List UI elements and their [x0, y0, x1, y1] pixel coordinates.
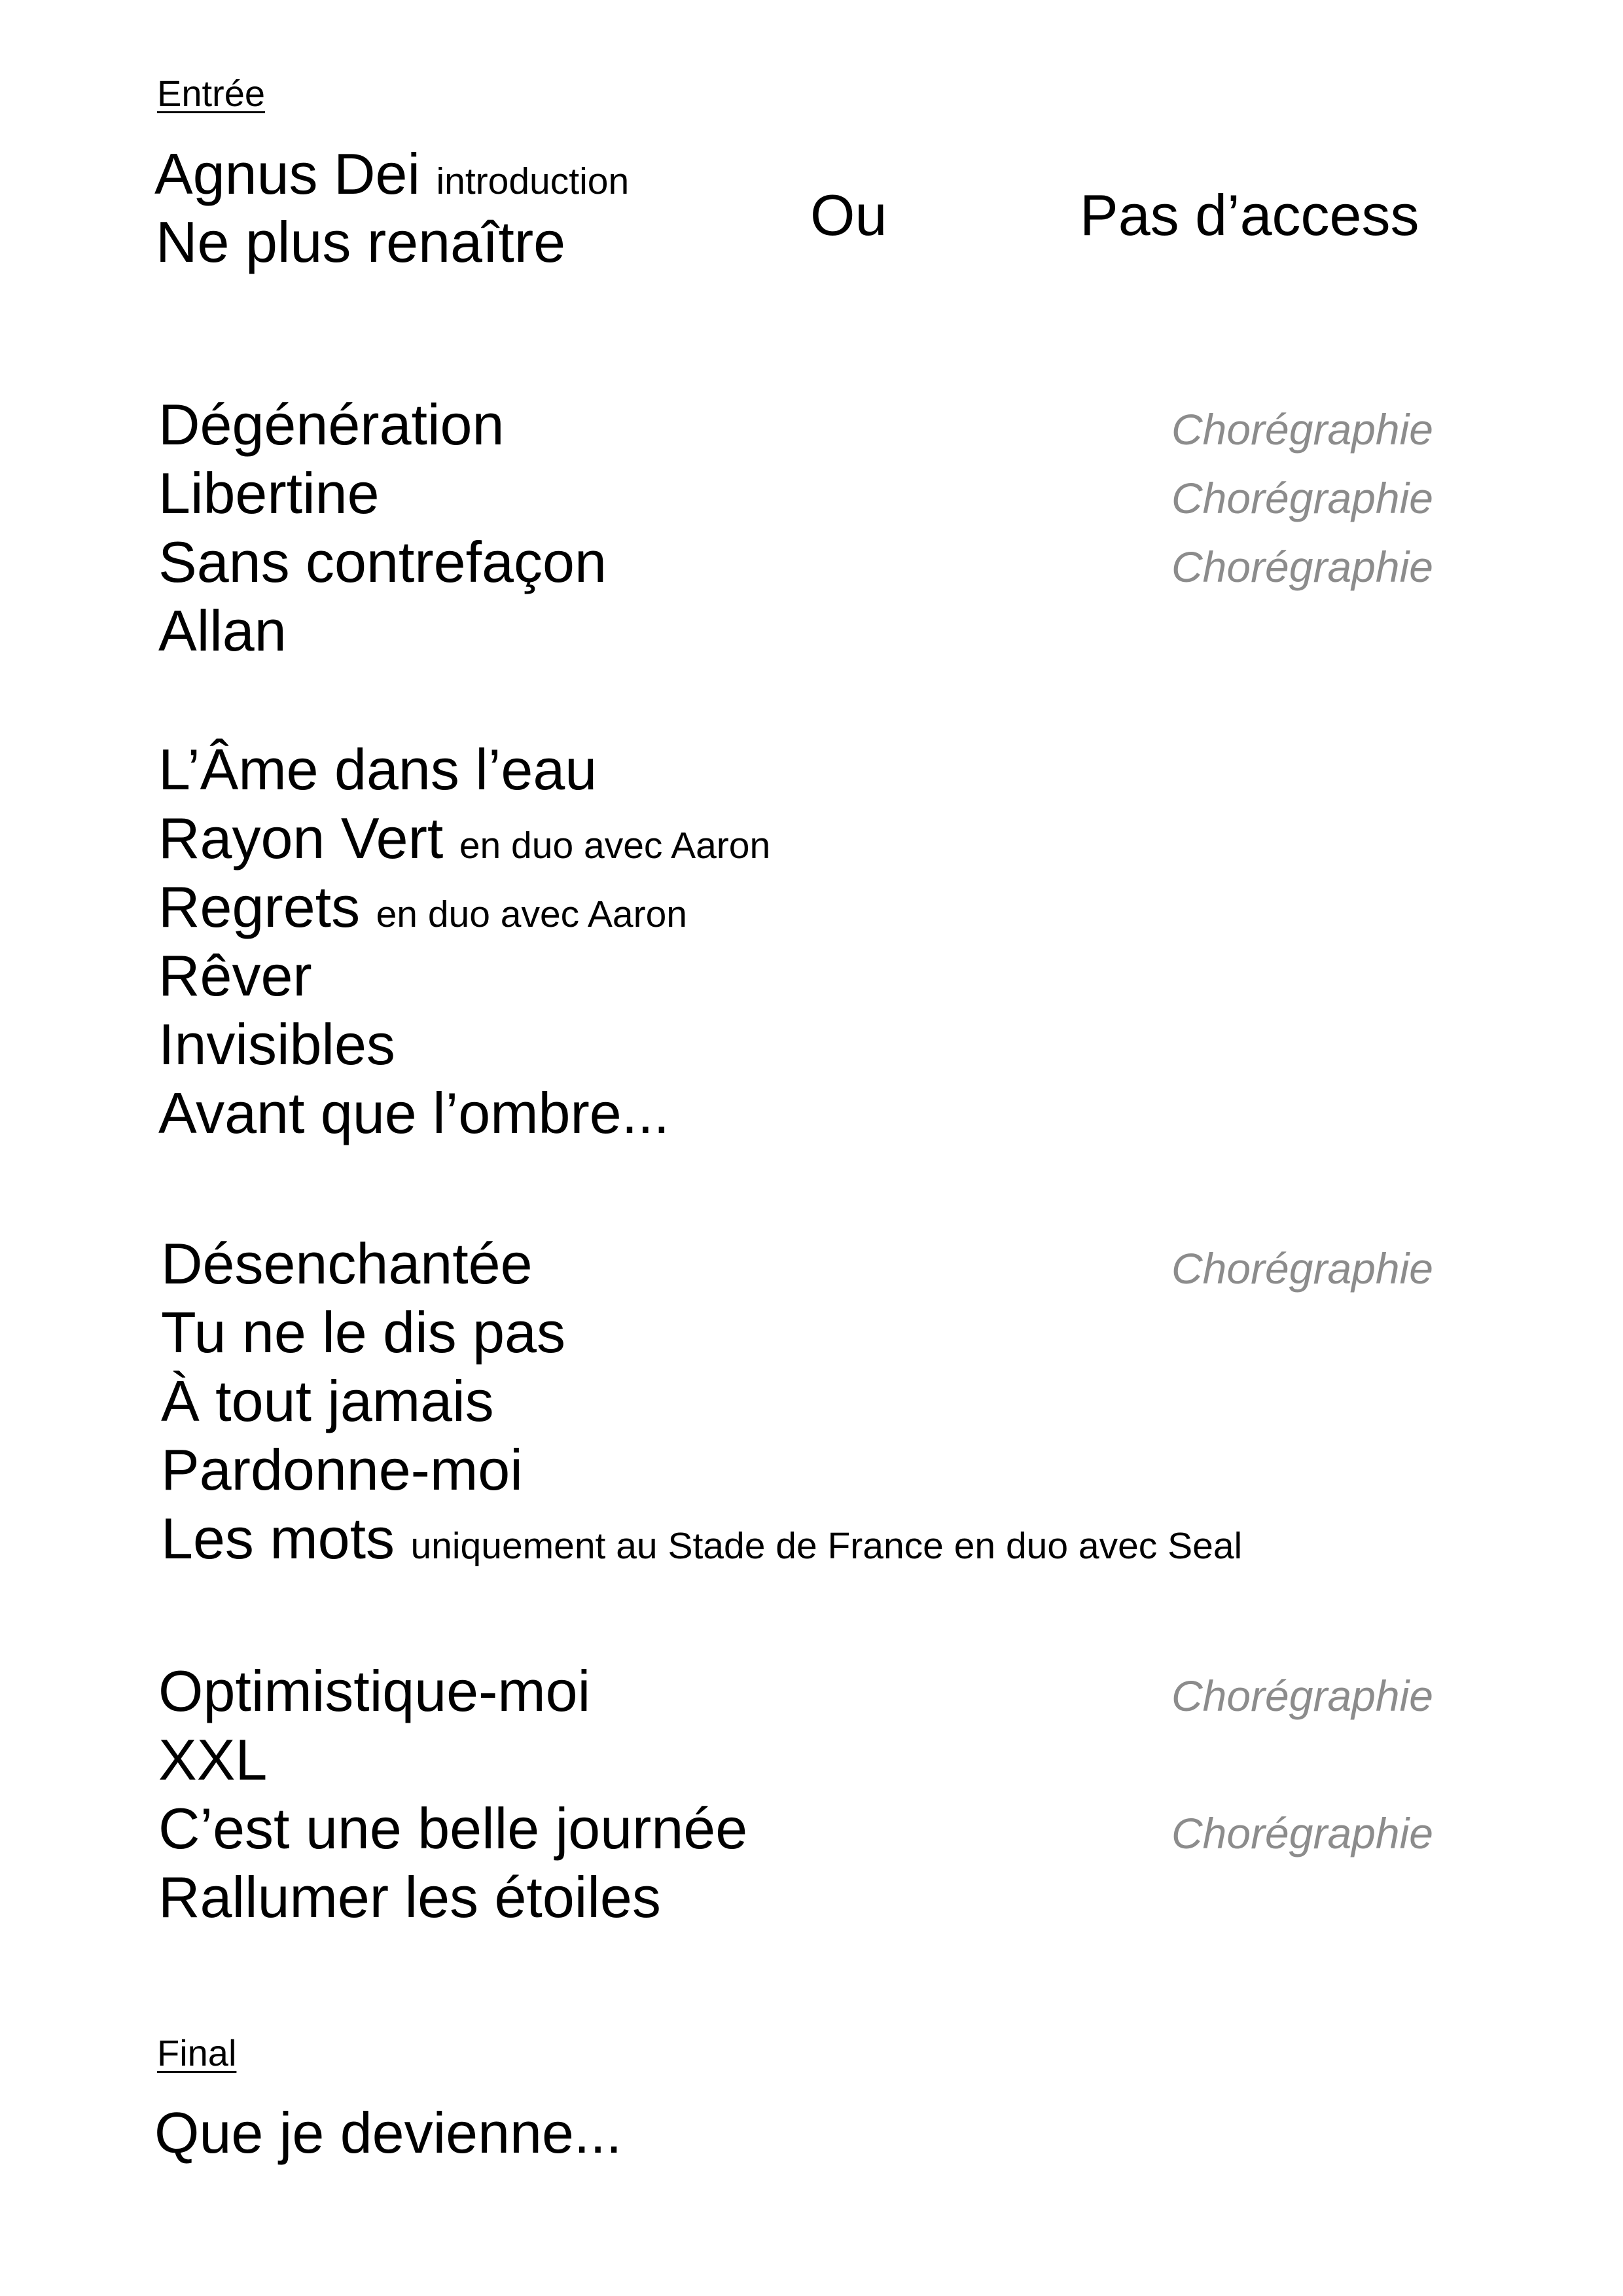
setlist-item [161, 1506, 1243, 1571]
section-label-entree: Entrée [157, 73, 265, 114]
song-title: C’est une belle journée [158, 1796, 748, 1861]
song-title: Sans contrefaçon [158, 529, 607, 594]
song-title: Pardonne-moi [161, 1437, 523, 1502]
song-note: en duo avec Aaron [376, 893, 687, 935]
setlist-item [158, 874, 687, 939]
setlist-item [161, 1300, 565, 1365]
song-title: Agnus Dei [154, 141, 421, 206]
setlist-item [158, 1012, 395, 1077]
choreography-tag: Chorégraphie [1171, 1672, 1433, 1720]
song-title: Invisibles [158, 1012, 395, 1077]
song-title: À tout jamais [161, 1369, 494, 1433]
setlist-item [158, 1727, 268, 1792]
choreography-tag: Chorégraphie [1171, 543, 1433, 591]
song-title: Allan [158, 598, 287, 663]
setlist-item [154, 2100, 622, 2165]
song-title: Les mots [161, 1506, 395, 1571]
setlist-item [158, 1796, 748, 1861]
choreography-tag: Chorégraphie [1171, 405, 1433, 454]
song-note: uniquement au Stade de France en duo avec Seal [410, 1525, 1243, 1567]
song-title: Désenchantée [161, 1231, 533, 1296]
alternative-word: Ou [810, 183, 887, 247]
setlist-item [161, 1437, 523, 1502]
song-title: Avant que l’ombre... [158, 1081, 670, 1145]
setlist-item [154, 141, 630, 206]
setlist-item [158, 737, 597, 802]
song-title: Que je devienne... [154, 2100, 622, 2165]
song-title: Ne plus renaître [156, 209, 566, 274]
setlist-item [158, 392, 505, 457]
setlist-item [158, 1865, 661, 1929]
song-title: Rallumer les étoiles [158, 1865, 661, 1929]
choreography-tag: Chorégraphie [1171, 1809, 1433, 1857]
song-title: Rayon Vert [158, 806, 444, 870]
song-title: Rêver [158, 943, 312, 1008]
song-title: XXL [158, 1727, 268, 1792]
setlist-item [161, 1231, 533, 1296]
song-note: en duo avec Aaron [459, 825, 771, 867]
setlist-item [158, 943, 312, 1008]
song-note: introduction [436, 160, 630, 202]
section-label-final: Final [157, 2032, 237, 2073]
song-title: Optimistique-moi [158, 1659, 591, 1723]
song-title: Libertine [158, 461, 380, 526]
setlist-item [158, 1081, 670, 1145]
setlist-item [161, 1369, 494, 1433]
choreography-tag: Chorégraphie [1171, 474, 1433, 522]
setlist-item [158, 1659, 591, 1723]
setlist-item [158, 806, 771, 870]
setlist-item [156, 209, 566, 274]
song-title: Regrets [158, 874, 361, 939]
setlist-item [158, 598, 287, 663]
song-title: Dégénération [158, 392, 505, 457]
song-title: Tu ne le dis pas [161, 1300, 565, 1365]
setlist-item [158, 529, 607, 594]
song-title: L’Âme dans l’eau [158, 737, 597, 802]
choreography-tag: Chorégraphie [1171, 1244, 1433, 1293]
setlist-item [158, 461, 380, 526]
alternative-text: Pas d’access [1080, 183, 1419, 247]
